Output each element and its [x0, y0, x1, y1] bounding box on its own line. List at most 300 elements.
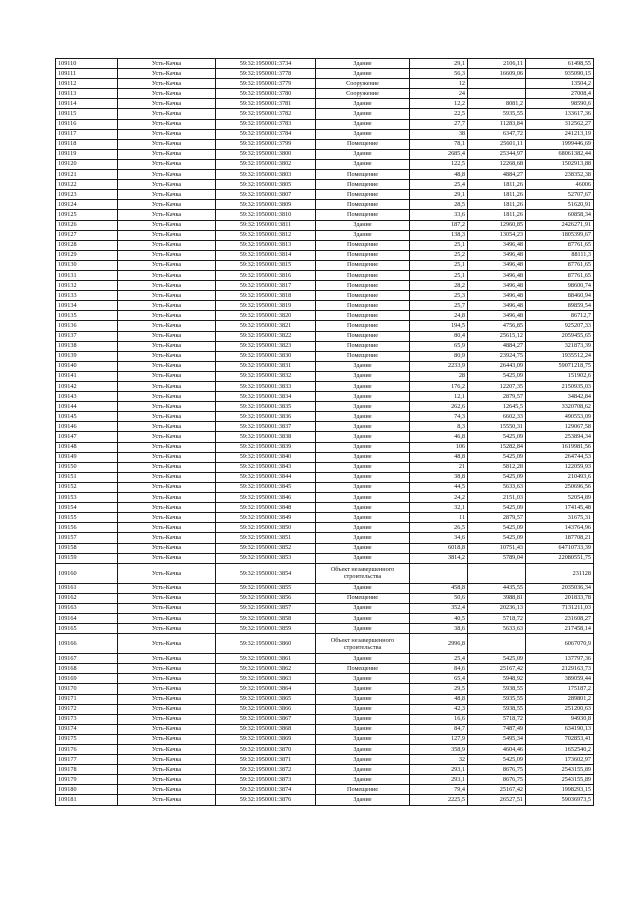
specific-value-cell: 5718,72 — [468, 613, 526, 623]
table-row — [56, 200, 594, 210]
area-cell: 22,5 — [410, 109, 468, 119]
object-type-cell: Здание — [316, 129, 410, 139]
table-row — [56, 159, 594, 169]
specific-value-cell: 25167,42 — [468, 785, 526, 795]
area-cell: 44,5 — [410, 482, 468, 492]
locality-cell: Усть-Качка — [118, 765, 216, 775]
locality-cell: Усть-Качка — [118, 382, 216, 392]
cadastral-value-cell: 59036973,5 — [526, 795, 594, 805]
table-row — [56, 371, 594, 381]
cadastral-value-cell: 88460,94 — [526, 291, 594, 301]
cadastral-number-cell: 59:32:1950001:3820 — [216, 311, 316, 321]
area-cell: 65,9 — [410, 341, 468, 351]
specific-value-cell: 5812,28 — [468, 462, 526, 472]
cadastral-number-cell: 59:32:1950001:3803 — [216, 170, 316, 180]
locality-cell: Усть-Качка — [118, 613, 216, 623]
specific-value-cell: 4884,27 — [468, 341, 526, 351]
locality-cell: Усть-Качка — [118, 684, 216, 694]
object-type-cell: Здание — [316, 795, 410, 805]
object-type-cell: Здание — [316, 694, 410, 704]
specific-value-cell: 3496,48 — [468, 301, 526, 311]
object-type-cell: Здание — [316, 674, 410, 684]
specific-value-cell: 4756,85 — [468, 321, 526, 331]
area-cell: 25,4 — [410, 654, 468, 664]
area-cell: 79,4 — [410, 785, 468, 795]
cadastral-number-cell: 59:32:1950001:3832 — [216, 371, 316, 381]
specific-value-cell: 13054,23 — [468, 230, 526, 240]
table-row — [56, 270, 594, 280]
table-row — [56, 382, 594, 392]
cadastral-number-cell: 59:32:1950001:3800 — [216, 149, 316, 159]
locality-cell: Усть-Качка — [118, 250, 216, 260]
cadastral-number-cell: 59:32:1950001:3815 — [216, 260, 316, 270]
object-type-cell: Помещение — [316, 190, 410, 200]
area-cell: 26,5 — [410, 523, 468, 533]
cadastral-number-cell: 59:32:1950001:3822 — [216, 331, 316, 341]
specific-value-cell: 20236,13 — [468, 603, 526, 613]
cadastral-number-cell: 59:32:1950001:3866 — [216, 704, 316, 714]
area-cell: 262,6 — [410, 402, 468, 412]
area-cell: 48,8 — [410, 170, 468, 180]
locality-cell: Усть-Качка — [118, 523, 216, 533]
area-cell: 29,5 — [410, 684, 468, 694]
specific-value-cell: 3496,48 — [468, 260, 526, 270]
cadastral-value-cell: 173602,97 — [526, 755, 594, 765]
locality-cell: Усть-Качка — [118, 593, 216, 603]
locality-cell: Усть-Качка — [118, 230, 216, 240]
row-number-cell: 109110 — [56, 59, 118, 69]
cadastral-value-cell: 925207,33 — [526, 321, 594, 331]
object-type-cell: Здание — [316, 775, 410, 785]
locality-cell: Усть-Качка — [118, 351, 216, 361]
object-type-cell: Здание — [316, 69, 410, 79]
specific-value-cell: 5425,09 — [468, 432, 526, 442]
object-type-cell: Помещение — [316, 301, 410, 311]
cadastral-value-cell: 231608,27 — [526, 613, 594, 623]
row-number-cell: 109113 — [56, 89, 118, 99]
cadastral-number-cell: 59:32:1950001:3848 — [216, 503, 316, 513]
specific-value-cell: 2879,57 — [468, 513, 526, 523]
object-type-cell: Здание — [316, 371, 410, 381]
cadastral-value-cell: 935090,15 — [526, 69, 594, 79]
table-row — [56, 361, 594, 371]
locality-cell: Усть-Качка — [118, 734, 216, 744]
area-cell: 127,9 — [410, 734, 468, 744]
area-cell: 56,3 — [410, 69, 468, 79]
area-cell: 25,1 — [410, 240, 468, 250]
cadastral-value-cell: 174145,48 — [526, 503, 594, 513]
table-row — [56, 795, 594, 805]
locality-cell: Усть-Качка — [118, 704, 216, 714]
object-type-cell: Сооружение — [316, 79, 410, 89]
object-type-cell: Здание — [316, 402, 410, 412]
cadastral-number-cell: 59:32:1950001:3837 — [216, 422, 316, 432]
row-number-cell: 109139 — [56, 351, 118, 361]
specific-value-cell: 5718,72 — [468, 714, 526, 724]
row-number-cell: 109133 — [56, 291, 118, 301]
cadastral-number-cell: 59:32:1950001:3846 — [216, 493, 316, 503]
locality-cell: Усть-Качка — [118, 331, 216, 341]
locality-cell: Усть-Качка — [118, 392, 216, 402]
cadastral-value-cell: 321873,39 — [526, 341, 594, 351]
area-cell: 38,8 — [410, 472, 468, 482]
specific-value-cell — [468, 79, 526, 89]
area-cell: 2996,8 — [410, 634, 468, 654]
table-row — [56, 260, 594, 270]
area-cell: 65,4 — [410, 674, 468, 684]
area-cell: 24,2 — [410, 493, 468, 503]
object-type-cell: Здание — [316, 734, 410, 744]
specific-value-cell: 1811,26 — [468, 200, 526, 210]
row-number-cell: 109166 — [56, 634, 118, 654]
row-number-cell: 109120 — [56, 159, 118, 169]
area-cell: 84,6 — [410, 664, 468, 674]
row-number-cell: 109124 — [56, 200, 118, 210]
row-number-cell: 109178 — [56, 765, 118, 775]
specific-value-cell: 4435,55 — [468, 583, 526, 593]
cadastral-value-cell: 98600,74 — [526, 281, 594, 291]
object-type-cell: Здание — [316, 119, 410, 129]
object-type-cell: Здание — [316, 724, 410, 734]
row-number-cell: 109165 — [56, 624, 118, 634]
cadastral-value-cell: 490553,09 — [526, 412, 594, 422]
specific-value-cell: 5425,09 — [468, 503, 526, 513]
locality-cell: Усть-Качка — [118, 270, 216, 280]
object-type-cell: Помещение — [316, 210, 410, 220]
area-cell: 84,7 — [410, 724, 468, 734]
locality-cell: Усть-Качка — [118, 341, 216, 351]
table-row — [56, 89, 594, 99]
object-type-cell: Здание — [316, 684, 410, 694]
object-type-cell: Помещение — [316, 260, 410, 270]
area-cell: 25,2 — [410, 250, 468, 260]
row-number-cell: 109152 — [56, 482, 118, 492]
object-type-cell: Сооружение — [316, 89, 410, 99]
table-row — [56, 613, 594, 623]
cadastral-value-cell: 231128 — [526, 563, 594, 583]
area-cell: 24,8 — [410, 311, 468, 321]
locality-cell: Усть-Качка — [118, 583, 216, 593]
area-cell: 33,6 — [410, 210, 468, 220]
locality-cell: Усть-Качка — [118, 109, 216, 119]
table-row — [56, 99, 594, 109]
table-row — [56, 139, 594, 149]
area-cell: 48,8 — [410, 452, 468, 462]
object-type-cell: Здание — [316, 523, 410, 533]
cadastral-number-cell: 59:32:1950001:3809 — [216, 200, 316, 210]
cadastral-value-cell: 7131211,03 — [526, 603, 594, 613]
table-row — [56, 250, 594, 260]
locality-cell: Усть-Качка — [118, 129, 216, 139]
cadastral-value-cell: 2059455,65 — [526, 331, 594, 341]
area-cell: 48,8 — [410, 694, 468, 704]
area-cell: 29,1 — [410, 59, 468, 69]
area-cell: 352,4 — [410, 603, 468, 613]
table-row — [56, 412, 594, 422]
cadastral-number-cell: 59:32:1950001:3821 — [216, 321, 316, 331]
table-row — [56, 785, 594, 795]
locality-cell: Усть-Качка — [118, 493, 216, 503]
specific-value-cell: 25601,11 — [468, 139, 526, 149]
table-row — [56, 472, 594, 482]
specific-value-cell: 4884,27 — [468, 170, 526, 180]
locality-cell: Усть-Качка — [118, 503, 216, 513]
object-type-cell: Здание — [316, 230, 410, 240]
area-cell: 21 — [410, 462, 468, 472]
object-type-cell: Здание — [316, 533, 410, 543]
table-row — [56, 583, 594, 593]
area-cell: 16,6 — [410, 714, 468, 724]
cadastral-value-cell: 13504,2 — [526, 79, 594, 89]
specific-value-cell: 2151,03 — [468, 493, 526, 503]
area-cell: 358,9 — [410, 745, 468, 755]
specific-value-cell: 5425,09 — [468, 755, 526, 765]
cadastral-value-cell: 2129163,73 — [526, 664, 594, 674]
locality-cell: Усть-Качка — [118, 724, 216, 734]
cadastral-value-cell: 201833,78 — [526, 593, 594, 603]
table-row — [56, 402, 594, 412]
row-number-cell: 109112 — [56, 79, 118, 89]
specific-value-cell: 1811,26 — [468, 210, 526, 220]
area-cell: 50,6 — [410, 593, 468, 603]
cadastral-value-cell: 89859,54 — [526, 301, 594, 311]
cadastral-number-cell: 59:32:1950001:3779 — [216, 79, 316, 89]
cadastral-value-cell: 59071218,75 — [526, 361, 594, 371]
specific-value-cell: 15550,31 — [468, 422, 526, 432]
object-type-cell: Здание — [316, 755, 410, 765]
locality-cell: Усть-Качка — [118, 402, 216, 412]
row-number-cell: 109111 — [56, 69, 118, 79]
area-cell: 25,1 — [410, 260, 468, 270]
cadastral-value-cell: 2150935,03 — [526, 382, 594, 392]
row-number-cell: 109130 — [56, 260, 118, 270]
object-type-cell: Помещение — [316, 664, 410, 674]
row-number-cell: 109134 — [56, 301, 118, 311]
locality-cell: Усть-Качка — [118, 200, 216, 210]
cadastral-value-cell: 2543155,89 — [526, 765, 594, 775]
cadastral-value-cell: 143764,96 — [526, 523, 594, 533]
row-number-cell: 109181 — [56, 795, 118, 805]
area-cell: 25,3 — [410, 291, 468, 301]
cadastral-number-cell: 59:32:1950001:3859 — [216, 624, 316, 634]
cadastral-value-cell: 389059,44 — [526, 674, 594, 684]
table-row — [56, 765, 594, 775]
locality-cell: Усть-Качка — [118, 482, 216, 492]
table-row — [56, 311, 594, 321]
cadastral-number-cell: 59:32:1950001:3873 — [216, 775, 316, 785]
object-type-cell: Здание — [316, 745, 410, 755]
cadastral-value-cell: 250696,56 — [526, 482, 594, 492]
area-cell: 40,5 — [410, 613, 468, 623]
locality-cell: Усть-Качка — [118, 79, 216, 89]
table-row — [56, 482, 594, 492]
cadastral-number-cell: 59:32:1950001:3834 — [216, 392, 316, 402]
object-type-cell: Помещение — [316, 593, 410, 603]
table-row — [56, 684, 594, 694]
specific-value-cell: 8676,75 — [468, 765, 526, 775]
cadastral-number-cell: 59:32:1950001:3811 — [216, 220, 316, 230]
area-cell: 6018,8 — [410, 543, 468, 553]
locality-cell: Усть-Качка — [118, 472, 216, 482]
locality-cell: Усть-Качка — [118, 149, 216, 159]
row-number-cell: 109114 — [56, 99, 118, 109]
table-row — [56, 180, 594, 190]
object-type-cell: Здание — [316, 99, 410, 109]
specific-value-cell: 6347,72 — [468, 129, 526, 139]
table-row — [56, 462, 594, 472]
row-number-cell: 109159 — [56, 553, 118, 563]
locality-cell: Усть-Качка — [118, 634, 216, 654]
specific-value-cell — [468, 89, 526, 99]
cadastral-value-cell: 137797,36 — [526, 654, 594, 664]
table-row — [56, 694, 594, 704]
row-number-cell: 109177 — [56, 755, 118, 765]
locality-cell: Усть-Качка — [118, 260, 216, 270]
specific-value-cell: 5935,55 — [468, 694, 526, 704]
area-cell: 28 — [410, 371, 468, 381]
cadastral-number-cell: 59:32:1950001:3830 — [216, 351, 316, 361]
specific-value-cell — [468, 563, 526, 583]
row-number-cell: 109126 — [56, 220, 118, 230]
locality-cell: Усть-Качка — [118, 624, 216, 634]
object-type-cell: Здание — [316, 553, 410, 563]
area-cell: 2685,4 — [410, 149, 468, 159]
cadastral-value-cell: 151902,6 — [526, 371, 594, 381]
table-row — [56, 523, 594, 533]
table-row — [56, 775, 594, 785]
locality-cell: Усть-Качка — [118, 442, 216, 452]
specific-value-cell: 3496,48 — [468, 291, 526, 301]
cadastral-number-cell: 59:32:1950001:3831 — [216, 361, 316, 371]
cadastral-number-cell: 59:32:1950001:3861 — [216, 654, 316, 664]
table-row — [56, 563, 594, 583]
row-number-cell: 109175 — [56, 734, 118, 744]
object-type-cell: Помещение — [316, 170, 410, 180]
cadastral-number-cell: 59:32:1950001:3778 — [216, 69, 316, 79]
table-row — [56, 654, 594, 664]
specific-value-cell: 3496,48 — [468, 311, 526, 321]
specific-value-cell: 5425,09 — [468, 533, 526, 543]
cadastral-value-cell: 1998293,15 — [526, 785, 594, 795]
cadastral-number-cell: 59:32:1950001:3871 — [216, 755, 316, 765]
area-cell: 25,1 — [410, 270, 468, 280]
cadastral-value-cell: 1619981,56 — [526, 442, 594, 452]
row-number-cell: 109171 — [56, 694, 118, 704]
cadastral-number-cell: 59:32:1950001:3862 — [216, 664, 316, 674]
cadastral-value-table — [55, 58, 594, 806]
specific-value-cell: 8676,75 — [468, 775, 526, 785]
table-row — [56, 129, 594, 139]
area-cell: 2225,5 — [410, 795, 468, 805]
area-cell: 194,5 — [410, 321, 468, 331]
cadastral-value-cell: 87761,65 — [526, 270, 594, 280]
row-number-cell: 109164 — [56, 613, 118, 623]
cadastral-number-cell: 59:32:1950001:3840 — [216, 452, 316, 462]
locality-cell: Усть-Качка — [118, 69, 216, 79]
locality-cell: Усть-Качка — [118, 513, 216, 523]
area-cell: 32 — [410, 755, 468, 765]
cadastral-number-cell: 59:32:1950001:3812 — [216, 230, 316, 240]
object-type-cell: Здание — [316, 452, 410, 462]
object-type-cell: Помещение — [316, 281, 410, 291]
object-type-cell: Объект незавершенного строительства — [316, 634, 410, 654]
object-type-cell: Помещение — [316, 180, 410, 190]
table-row — [56, 301, 594, 311]
cadastral-value-cell: 634190,13 — [526, 724, 594, 734]
cadastral-number-cell: 59:32:1950001:3833 — [216, 382, 316, 392]
row-number-cell: 109156 — [56, 523, 118, 533]
row-number-cell: 109153 — [56, 493, 118, 503]
object-type-cell: Здание — [316, 59, 410, 69]
specific-value-cell: 5425,09 — [468, 472, 526, 482]
table-row — [56, 392, 594, 402]
cadastral-number-cell: 59:32:1950001:3780 — [216, 89, 316, 99]
locality-cell: Усть-Качка — [118, 755, 216, 765]
area-cell: 3814,2 — [410, 553, 468, 563]
table-row — [56, 321, 594, 331]
object-type-cell: Здание — [316, 432, 410, 442]
object-type-cell: Здание — [316, 482, 410, 492]
area-cell: 2233,9 — [410, 361, 468, 371]
object-type-cell: Здание — [316, 613, 410, 623]
cadastral-number-cell: 59:32:1950001:3854 — [216, 563, 316, 583]
row-number-cell: 109174 — [56, 724, 118, 734]
specific-value-cell: 4604,46 — [468, 745, 526, 755]
specific-value-cell: 3496,48 — [468, 240, 526, 250]
cadastral-number-cell: 59:32:1950001:3810 — [216, 210, 316, 220]
table-row — [56, 170, 594, 180]
area-cell: 458,8 — [410, 583, 468, 593]
table-row — [56, 624, 594, 634]
locality-cell: Усть-Качка — [118, 281, 216, 291]
row-number-cell: 109144 — [56, 402, 118, 412]
object-type-cell: Здание — [316, 361, 410, 371]
object-type-cell: Объект незавершенного строительства — [316, 563, 410, 583]
specific-value-cell: 8081,2 — [468, 99, 526, 109]
cadastral-value-cell: 87761,65 — [526, 240, 594, 250]
row-number-cell: 109147 — [56, 432, 118, 442]
locality-cell: Усть-Качка — [118, 180, 216, 190]
specific-value-cell: 23924,75 — [468, 351, 526, 361]
area-cell: 80,4 — [410, 331, 468, 341]
cadastral-number-cell: 59:32:1950001:3868 — [216, 724, 316, 734]
row-number-cell: 109118 — [56, 139, 118, 149]
area-cell: 12,2 — [410, 99, 468, 109]
row-number-cell: 109170 — [56, 684, 118, 694]
cadastral-value-cell: 1999446,69 — [526, 139, 594, 149]
table-row — [56, 59, 594, 69]
cadastral-value-cell: 22080551,75 — [526, 553, 594, 563]
cadastral-number-cell: 59:32:1950001:3865 — [216, 694, 316, 704]
cadastral-number-cell: 59:32:1950001:3863 — [216, 674, 316, 684]
row-number-cell: 109160 — [56, 563, 118, 583]
table-row — [56, 755, 594, 765]
cadastral-number-cell: 59:32:1950001:3782 — [216, 109, 316, 119]
cadastral-value-cell: 87761,65 — [526, 260, 594, 270]
cadastral-number-cell: 59:32:1950001:3852 — [216, 543, 316, 553]
specific-value-cell: 2879,57 — [468, 392, 526, 402]
table-row — [56, 220, 594, 230]
specific-value-cell: 3496,48 — [468, 250, 526, 260]
row-number-cell: 109146 — [56, 422, 118, 432]
object-type-cell: Здание — [316, 442, 410, 452]
locality-cell: Усть-Качка — [118, 795, 216, 805]
row-number-cell: 109145 — [56, 412, 118, 422]
object-type-cell: Помещение — [316, 291, 410, 301]
row-number-cell: 109129 — [56, 250, 118, 260]
table-row — [56, 513, 594, 523]
cadastral-number-cell: 59:32:1950001:3870 — [216, 745, 316, 755]
